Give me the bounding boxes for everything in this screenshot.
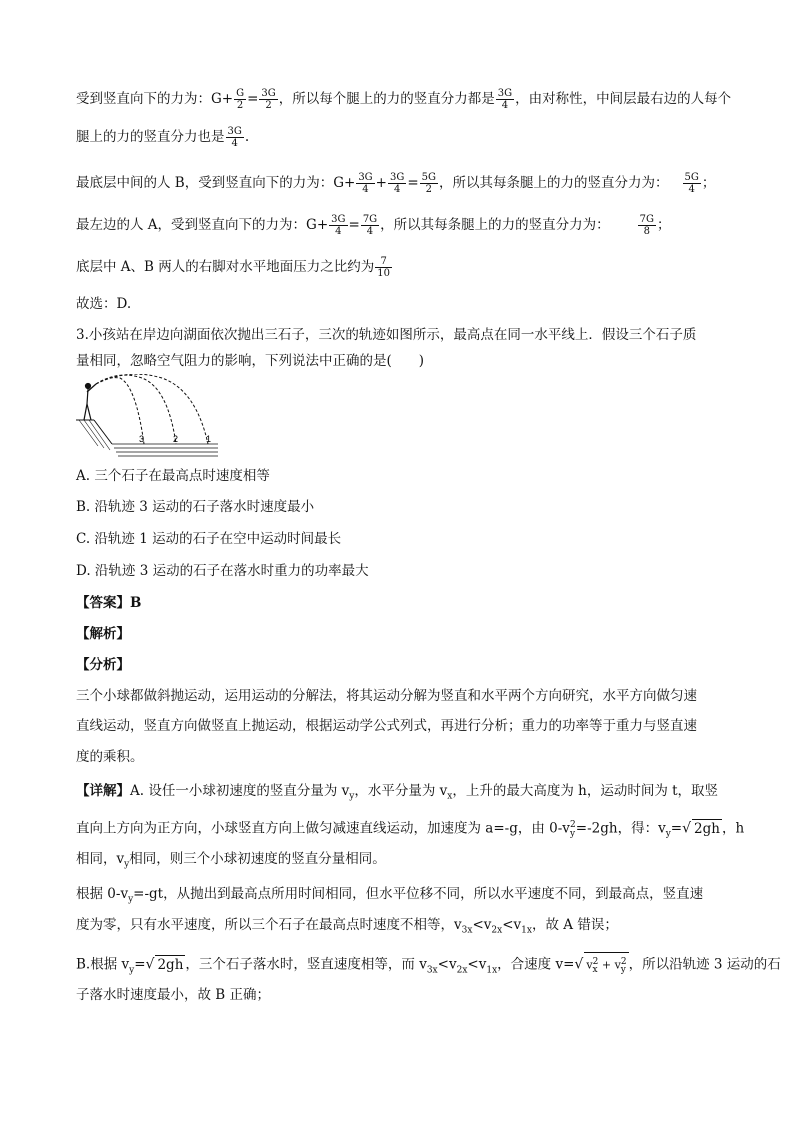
text: ； [657, 217, 671, 233]
text-line-1 [76, 88, 731, 111]
label-1: 1 [206, 434, 212, 444]
detail-line-5: 度为零，只有水平速度，所以三个石子在最高点时速度不相等，$v_{3x}<v_{2x}<v_{1x}$，故 A 错误； [76, 917, 618, 936]
fraction: $\frac{3G}{2}$ [261, 88, 276, 111]
text: 底层中 A、B 两人的右脚对水平地面压力之比约为 [76, 259, 375, 275]
analysis-heading: 【解析】 [76, 626, 130, 642]
detail-line-3: 相同，$v_y$相同，则三个小球初速度的竖直分量相同。 [76, 851, 386, 870]
text-line-2 [76, 126, 249, 149]
text: + [375, 175, 387, 191]
fraction: $\frac{5G}{4}$ [684, 172, 699, 195]
option-c: C. 沿轨迹 1 运动的石子在空中运动时间最长 [76, 531, 342, 547]
text: 最底层中间的人 B，受到竖直向下的力为：G+ [76, 175, 356, 191]
text: = [348, 217, 360, 233]
shore [76, 420, 112, 450]
question-3-line-2: 量相同，忽略空气阻力的影响，下列说法中正确的是( ) [76, 353, 425, 369]
fraction: $\frac{3G}{4}$ [358, 172, 373, 195]
text: 受到竖直向下的力为：G+ [76, 91, 234, 107]
conclusion: 故选：D. [76, 296, 132, 312]
text: ，所以其每条腿上的力的竖直分力为： [439, 175, 669, 191]
text: ，所以每个腿上的力的竖直分力都是 [278, 91, 495, 107]
water-surface [112, 444, 218, 456]
fraction: $\frac{G}{2}$ [236, 88, 245, 111]
detail-line-1: 【详解】A. 设任一小球初速度的竖直分量为 $v_y$，水平分量为 $v_x$，上升的最大高度为 h，运动时间为 t，取竖 [76, 783, 719, 802]
text: ，所以其每条腿上的力的竖直分力为： [380, 217, 610, 233]
option-b: B. 沿轨迹 3 运动的石子落水时速度最小 [76, 499, 315, 515]
text: 腿上的力的竖直分力也是 [76, 129, 225, 145]
option-a: A. 三个石子在最高点时速度相等 [76, 468, 270, 484]
text-line-5 [76, 256, 393, 279]
fraction: $\frac{7G}{4}$ [362, 214, 378, 237]
fraction: $\frac{3G}{4}$ [497, 88, 513, 111]
fenxi-line-3: 度的乘积。 [76, 749, 144, 765]
text: ； [701, 175, 716, 191]
fenxi-heading: 【分析】 [76, 657, 130, 673]
answer: 【答案】B [76, 595, 142, 611]
child-figure [84, 384, 96, 421]
text: 最左边的人 A，受到竖直向下的力为：G+ [76, 217, 329, 233]
trajectory-2 [96, 375, 179, 444]
detail-line-2: 直向上方向为正方向，小球竖直方向上做匀减速直线运动，加速度为 a=-g，由 $0-v_y^2=-2gh$，得：$v_y=√$ 2gh ，h [76, 820, 745, 840]
fenxi-line-1: 三个小球都做斜抛运动，运用运动的分解法，将其运动分解为竖直和水平两个方向研究，水平方向做匀速 [76, 688, 697, 704]
text: = [407, 175, 419, 191]
fenxi-line-2: 直线运动，竖直方向做竖直上抛运动，根据运动学公式列式，再进行分析；重力的功率等于重力与竖直速 [76, 718, 697, 734]
trajectory-3 [96, 378, 144, 444]
text: = [247, 91, 259, 107]
fraction: $\frac{3G}{4}$ [331, 214, 346, 237]
detail-line-4: 根据 $0-v_y=-gt$，从抛出到最高点所用时间相同，但水平位移不同，所以水平速度不同，到最高点，竖直速 [76, 886, 704, 905]
label-3: 3 [139, 434, 145, 444]
detail-heading: 【详解】 [76, 783, 130, 799]
trajectories [96, 374, 208, 444]
fraction: $\frac{7G}{8}$ [639, 214, 655, 237]
fraction: $\frac{3G}{4}$ [227, 126, 242, 149]
fraction: $\frac{7}{10}$ [377, 256, 390, 279]
trajectory-figure [76, 374, 218, 458]
detail-line-7: 子落水时速度最小，故 B 正确； [76, 987, 271, 1003]
label-2: 2 [173, 434, 179, 444]
text-line-3 [76, 172, 715, 195]
text-line-4 [76, 214, 671, 237]
fraction: $\frac{5G}{2}$ [421, 172, 437, 195]
option-d: D. 沿轨迹 3 运动的石子在落水时重力的功率最大 [76, 563, 369, 579]
text: ，由对称性，中间层最右边的人每个 [515, 91, 732, 107]
detail-line-6: B.根据 $v_y=√$ 2gh ，三个石子落水时，竖直速度相等，而 $v_{3x}<v_{2x}<v_{1x}$，合速度 v=√ $v_x^2 + v_y^2$ ，所以沿轨迹 3 运动的石 [76, 952, 781, 979]
fraction: $\frac{3G}{4}$ [389, 172, 405, 195]
text: . [244, 129, 250, 145]
question-3-line-1: 3.小孩站在岸边向湖面依次抛出三石子，三次的轨迹如图所示，最高点在同一水平线上．假设三个石子质 [76, 327, 697, 343]
